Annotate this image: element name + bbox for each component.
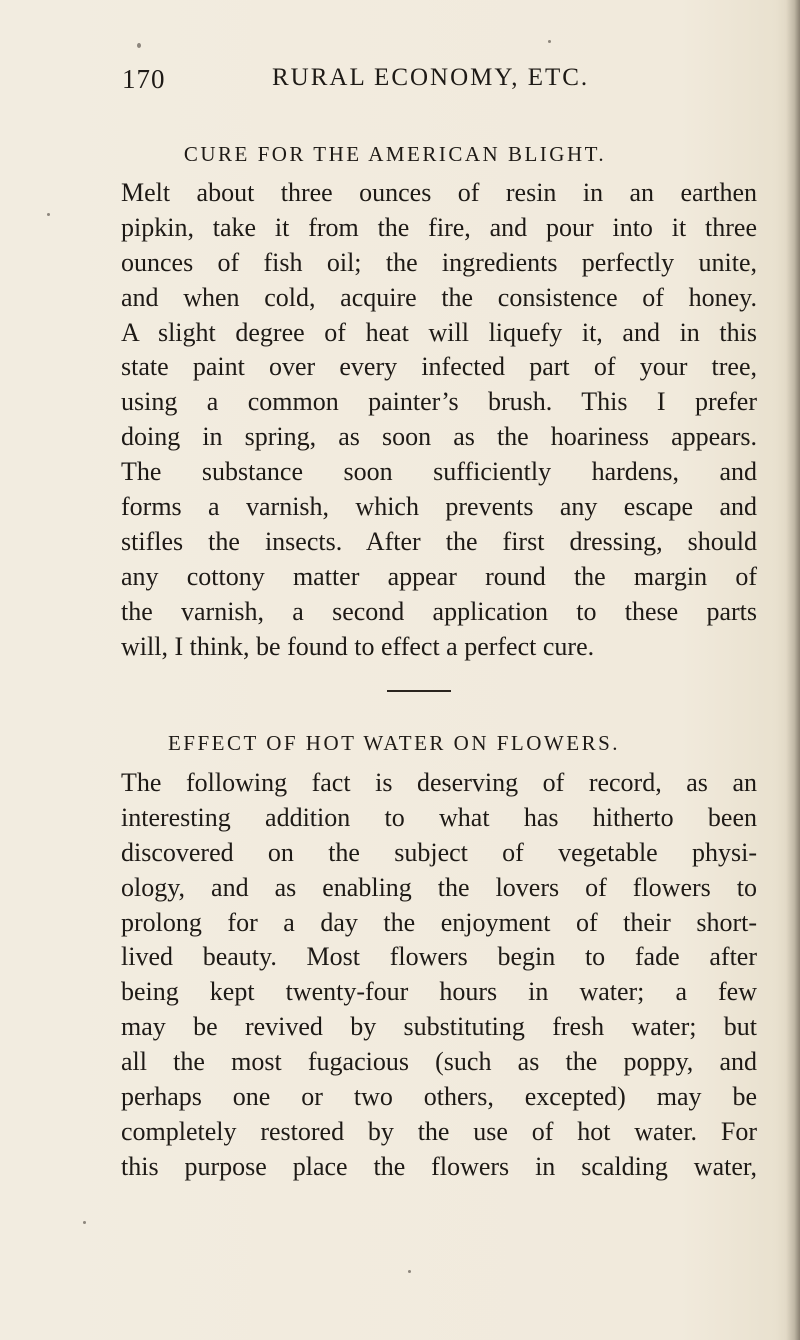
paper-speck (408, 1270, 411, 1273)
text-line: and when cold, acquire the consistence of honey. (121, 282, 757, 312)
text-line: all the most fugacious (such as the poppy, and (121, 1047, 757, 1077)
text-line: using a common painter’s brush. This I prefer (121, 387, 757, 417)
text-line: prolong for a day the enjoyment of their short- (121, 907, 757, 937)
section-heading-hot-water-flowers: EFFECT OF HOT WATER ON FLOWERS. (167, 731, 621, 755)
text-line: any cottony matter appear round the margin of (121, 561, 757, 591)
text-line: forms a varnish, which prevents any escape and (121, 492, 757, 522)
section-heading-american-blight: CURE FOR THE AMERICAN BLIGHT. (183, 142, 607, 166)
text-line: ology, and as enabling the lovers of flowers to (121, 872, 757, 902)
text-line: perhaps one or two others, excepted) may be (121, 1082, 757, 1112)
text-line: stifles the insects. After the first dressing, should (121, 526, 757, 556)
section-divider (387, 690, 451, 692)
text-line: A slight degree of heat will liquefy it, and in this (121, 317, 757, 347)
text-line: will, I think, be found to effect a perfect cure. (121, 631, 595, 661)
text-line: state paint over every infected part of your tree, (121, 352, 757, 382)
paper-speck (137, 43, 141, 48)
text-line: completely restored by the use of hot water. For (121, 1116, 757, 1146)
text-line: interesting addition to what has hitherto been (121, 802, 757, 832)
paper-speck (548, 40, 551, 43)
paragraph-american-blight (121, 176, 757, 664)
text-line: may be revived by substituting fresh water; but (121, 1012, 757, 1042)
text-line: Melt about three ounces of resin in an earthen (121, 178, 757, 207)
text-line: this purpose place the flowers in scalding water, (121, 1151, 757, 1181)
text-line: the varnish, a second application to these parts (121, 596, 757, 626)
paper-speck (83, 1221, 86, 1224)
paragraph-hot-water-flowers (121, 766, 757, 1185)
text-line: pipkin, take it from the fire, and pour into it three (121, 212, 757, 242)
page-edge-shadow (786, 0, 800, 1340)
text-line: lived beauty. Most flowers begin to fade after (121, 942, 757, 972)
text-line: being kept twenty-four hours in water; a few (121, 977, 757, 1007)
text-line: doing in spring, as soon as the hoariness appears. (121, 422, 757, 452)
text-line: discovered on the subject of vegetable physi- (121, 837, 757, 867)
paper-speck (47, 213, 50, 216)
running-title: RURAL ECONOMY, ETC. (272, 64, 590, 91)
text-line: ounces of fish oil; the ingredients perfectly unite, (121, 247, 757, 277)
text-line: The substance soon sufficiently hardens, and (121, 457, 757, 487)
page-number: 170 (122, 64, 166, 94)
text-line: The following fact is deserving of record, as an (121, 768, 757, 797)
page-header (122, 64, 642, 100)
